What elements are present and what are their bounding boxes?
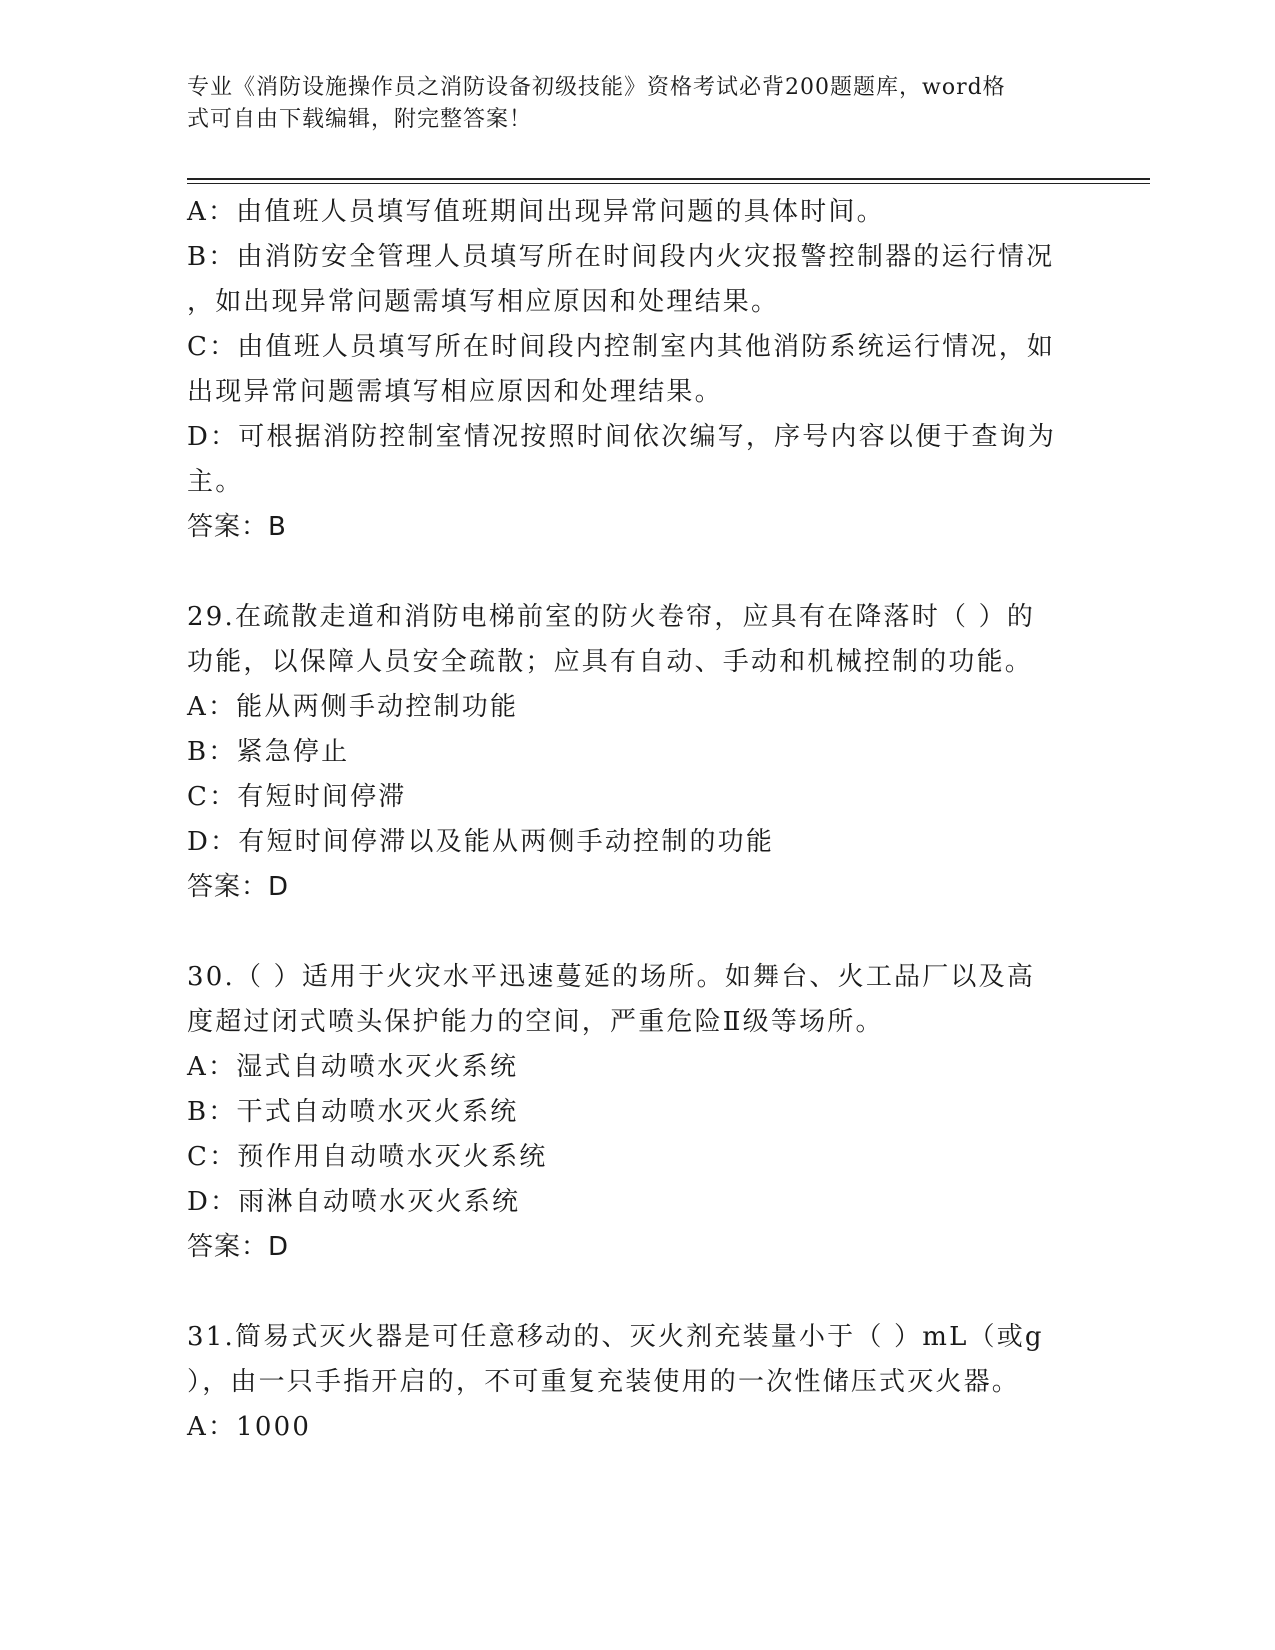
header-divider-thick xyxy=(187,178,1150,180)
option-c: C：预作用自动喷水灭火系统 xyxy=(187,1142,548,1172)
option-line: 主。 xyxy=(187,467,244,497)
option-a: A：能从两侧手动控制功能 xyxy=(187,692,519,722)
question-stem-line: 31.简易式灭火器是可任意移动的、灭火剂充装量小于（ ）mL（或g xyxy=(187,1322,1044,1352)
option-b: B：干式自动喷水灭火系统 xyxy=(187,1097,519,1127)
answer-label: 答案：D xyxy=(187,1232,290,1262)
question-28 xyxy=(187,190,1067,550)
question-stem-line: 30.（ ）适用于火灾水平迅速蔓延的场所。如舞台、火工品厂以及高 xyxy=(187,962,1036,992)
option-line: D：可根据消防控制室情况按照时间依次编写，序号内容以便于查询为 xyxy=(187,422,1057,452)
header-line-1: 专业《消防设施操作员之消防设备初级技能》资格考试必背200题题库，word格 xyxy=(187,75,1006,100)
option-a: A：湿式自动喷水灭火系统 xyxy=(187,1052,519,1082)
question-30 xyxy=(187,955,1067,1270)
question-stem-line: 度超过闭式喷头保护能力的空间，严重危险Ⅱ级等场所。 xyxy=(187,1007,884,1037)
question-stem-line: ），由一只手指开启的，不可重复充装使用的一次性储压式灭火器。 xyxy=(187,1367,1021,1397)
spacer xyxy=(187,1270,1067,1315)
option-line: ，如出现异常问题需填写相应原因和处理结果。 xyxy=(187,287,780,317)
spacer xyxy=(187,550,1067,595)
option-line: C：由值班人员填写所在时间段内控制室内其他消防系统运行情况，如 xyxy=(187,332,1056,362)
option-c: C：有短时间停滞 xyxy=(187,782,407,812)
header-divider-thin xyxy=(187,183,1150,184)
question-stem-line: 功能，以保障人员安全疏散；应具有自动、手动和机械控制的功能。 xyxy=(187,647,1034,677)
answer-label: 答案：B xyxy=(187,512,287,542)
option-d: D：有短时间停滞以及能从两侧手动控制的功能 xyxy=(187,827,775,857)
option-line: 出现异常问题需填写相应原因和处理结果。 xyxy=(187,377,723,407)
document-header xyxy=(187,72,1067,136)
header-line-2: 式可自由下载编辑，附完整答案！ xyxy=(187,107,533,132)
option-a: A：1000 xyxy=(187,1412,312,1442)
option-d: D：雨淋自动喷水灭火系统 xyxy=(187,1187,521,1217)
question-content xyxy=(187,190,1067,1450)
question-29 xyxy=(187,595,1067,910)
spacer xyxy=(187,910,1067,955)
answer-label: 答案：D xyxy=(187,872,290,902)
option-line: B：由消防安全管理人员填写所在时间段内火灾报警控制器的运行情况 xyxy=(187,242,1055,272)
question-31 xyxy=(187,1315,1067,1450)
question-stem-line: 29.在疏散走道和消防电梯前室的防火卷帘，应具有在降落时（ ）的 xyxy=(187,602,1036,632)
option-line: A：由值班人员填写值班期间出现异常问题的具体时间。 xyxy=(187,197,885,227)
option-b: B：紧急停止 xyxy=(187,737,350,767)
